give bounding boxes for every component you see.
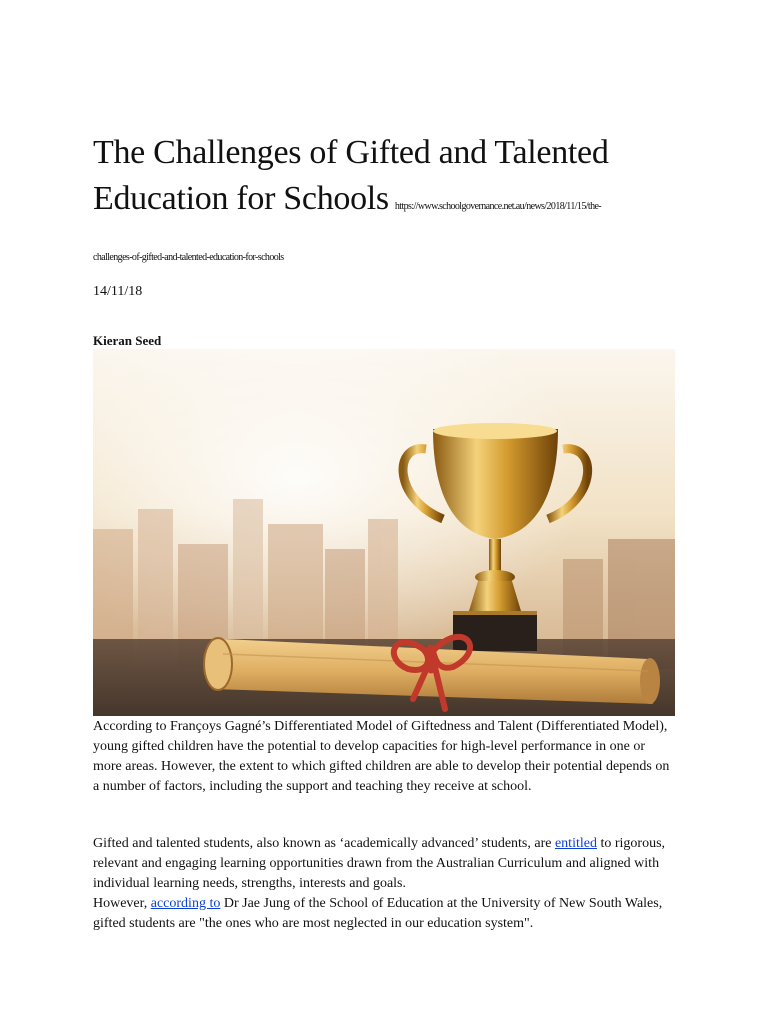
according-to-link[interactable]: according to: [150, 896, 221, 911]
article-title-text: The Challenges of Gifted and Talented Education for Schools: [93, 134, 609, 217]
trophy-diploma-illustration: [93, 349, 675, 716]
publish-date: 14/11/18: [93, 284, 143, 299]
paragraph-intro: According to Françoys Gagné’s Differentiated Model of Giftedness and Talent (Differentiated Model), young gifted children have the potential to develop capacities for high-level performance in one or more areas. However, the extent to which gifted children are able to develop their potential depends on a number of factors, including the support and teaching they receive at school.: [93, 719, 670, 794]
paragraph-gifted-students: [93, 834, 675, 894]
entitled-link[interactable]: entitled: [554, 836, 597, 851]
paragraph-text: Dr Jae Jung of the School of Education at the University of New South Wales, gifted students are "the ones who are most neglected in our education system".: [93, 896, 663, 931]
hero-image: [93, 349, 675, 716]
source-url-end: challenges-of-gifted-and-talented-education-for-schools: [93, 252, 284, 263]
source-url-start: https://www.schoolgovernance.net.au/news/2018/11/15/the-: [394, 201, 602, 212]
paragraph-jae-jung: [93, 894, 675, 934]
paragraph-text: Gifted and talented students, also known as ‘academically advanced’ students, are: [93, 836, 555, 851]
article-title: [93, 130, 733, 230]
paragraph-text: to rigorous, relevant and engaging learning opportunities drawn from the Australian Curriculum and aligned with individual learning needs, strengths, interests and goals.: [93, 836, 666, 891]
author-name: Kieran Seed: [93, 333, 162, 348]
paragraph-text: However,: [93, 896, 151, 911]
